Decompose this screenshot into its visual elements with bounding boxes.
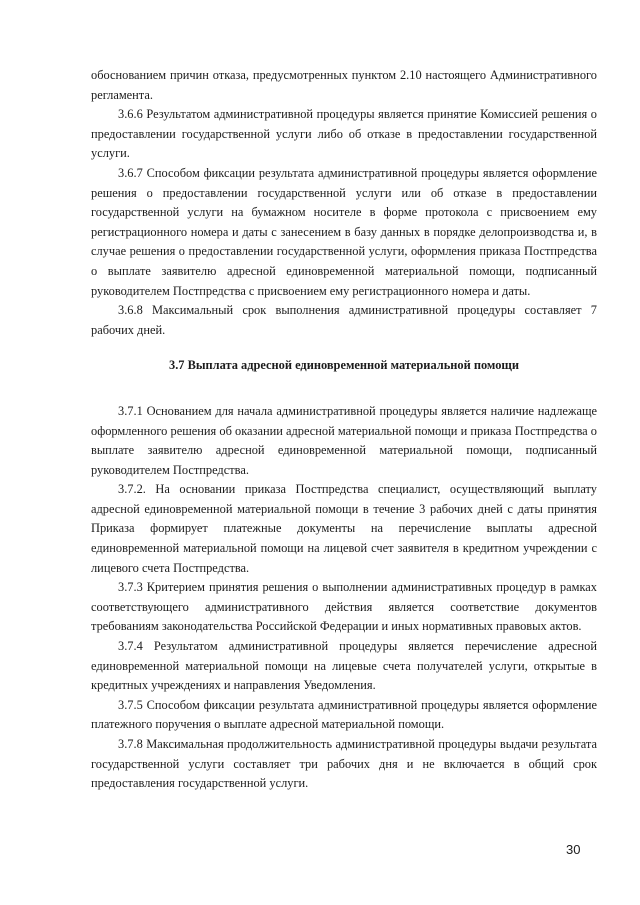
paragraph-3-7-4: 3.7.4 Результатом административной процедуры является перечисление адресной единовременной материальной помощи на лицевые счета получателей услуги, открытые в кредитных учреждениях и направления Уведомления. <box>91 639 597 693</box>
paragraph-3-7-2: 3.7.2. На основании приказа Постпредства специалист, осуществляющий выплату адресной единовременной материальной помощи в течение 3 рабочих дней с даты принятия Приказа формирует платежные документы на перечисление выплаты адресной единовременной материальной помощи на лицевой счет заявителя в кредитном учреждении с лицевого счета Постпредства. <box>91 482 597 575</box>
page-number: 30 <box>566 842 581 857</box>
paragraph-3-6-6: 3.6.6 Результатом административной процедуры является принятие Комиссией решения о предоставлении государственной услуги либо об отказе в предоставлении государственной услуги. <box>91 107 597 161</box>
document-body <box>91 66 597 794</box>
paragraph-3-7-3: 3.7.3 Критерием принятия решения о выполнении административных процедур в рамках соответствующего административного действия является соответствие документов требованиям законодательства Российской Федерации и иных нормативных правовых актов. <box>91 580 597 634</box>
paragraph-3-6-7: 3.6.7 Способом фиксации результата административной процедуры является оформление решения о предоставлении государственной услуги или об отказе в предоставлении государственной услуги на бумажном носителе в форме протокола с присвоением ему регистрационного номера и даты с занесением в базу данных в порядке делопроизводства и, в случае решения о предоставлении государственной услуги, оформления приказа Постпредства о выплате заявителю адресной единовременной материальной помощи, подписанный руководителем Постпредства с присвоением ему регистрационного номера и даты. <box>91 165 597 298</box>
section-heading: 3.7 Выплата адресной единовременной материальной помощи <box>169 358 519 373</box>
paragraph-3-7-8: 3.7.8 Максимальная продолжительность административной процедуры выдачи результата государственной услуги составляет три рабочих дня и не включается в общий срок предоставления государственной услуги. <box>91 737 597 791</box>
paragraph-continuation: обоснованием причин отказа, предусмотренных пунктом 2.10 настоящего Административного регламента. <box>91 68 597 102</box>
paragraph-3-7-1: 3.7.1 Основанием для начала административной процедуры является наличие надлежаще оформленного решения об оказании адресной материальной помощи и приказа Постпредства о выплате заявителю адресной единовременной материальной помощи, подписанный руководителем Постпредства. <box>91 403 597 477</box>
paragraph-3-6-8: 3.6.8 Максимальный срок выполнения административной процедуры составляет 7 рабочих дней. <box>91 303 597 337</box>
paragraph-3-7-5: 3.7.5 Способом фиксации результата административной процедуры является оформление платежного поручения о выплате адресной материальной помощи. <box>91 697 597 732</box>
